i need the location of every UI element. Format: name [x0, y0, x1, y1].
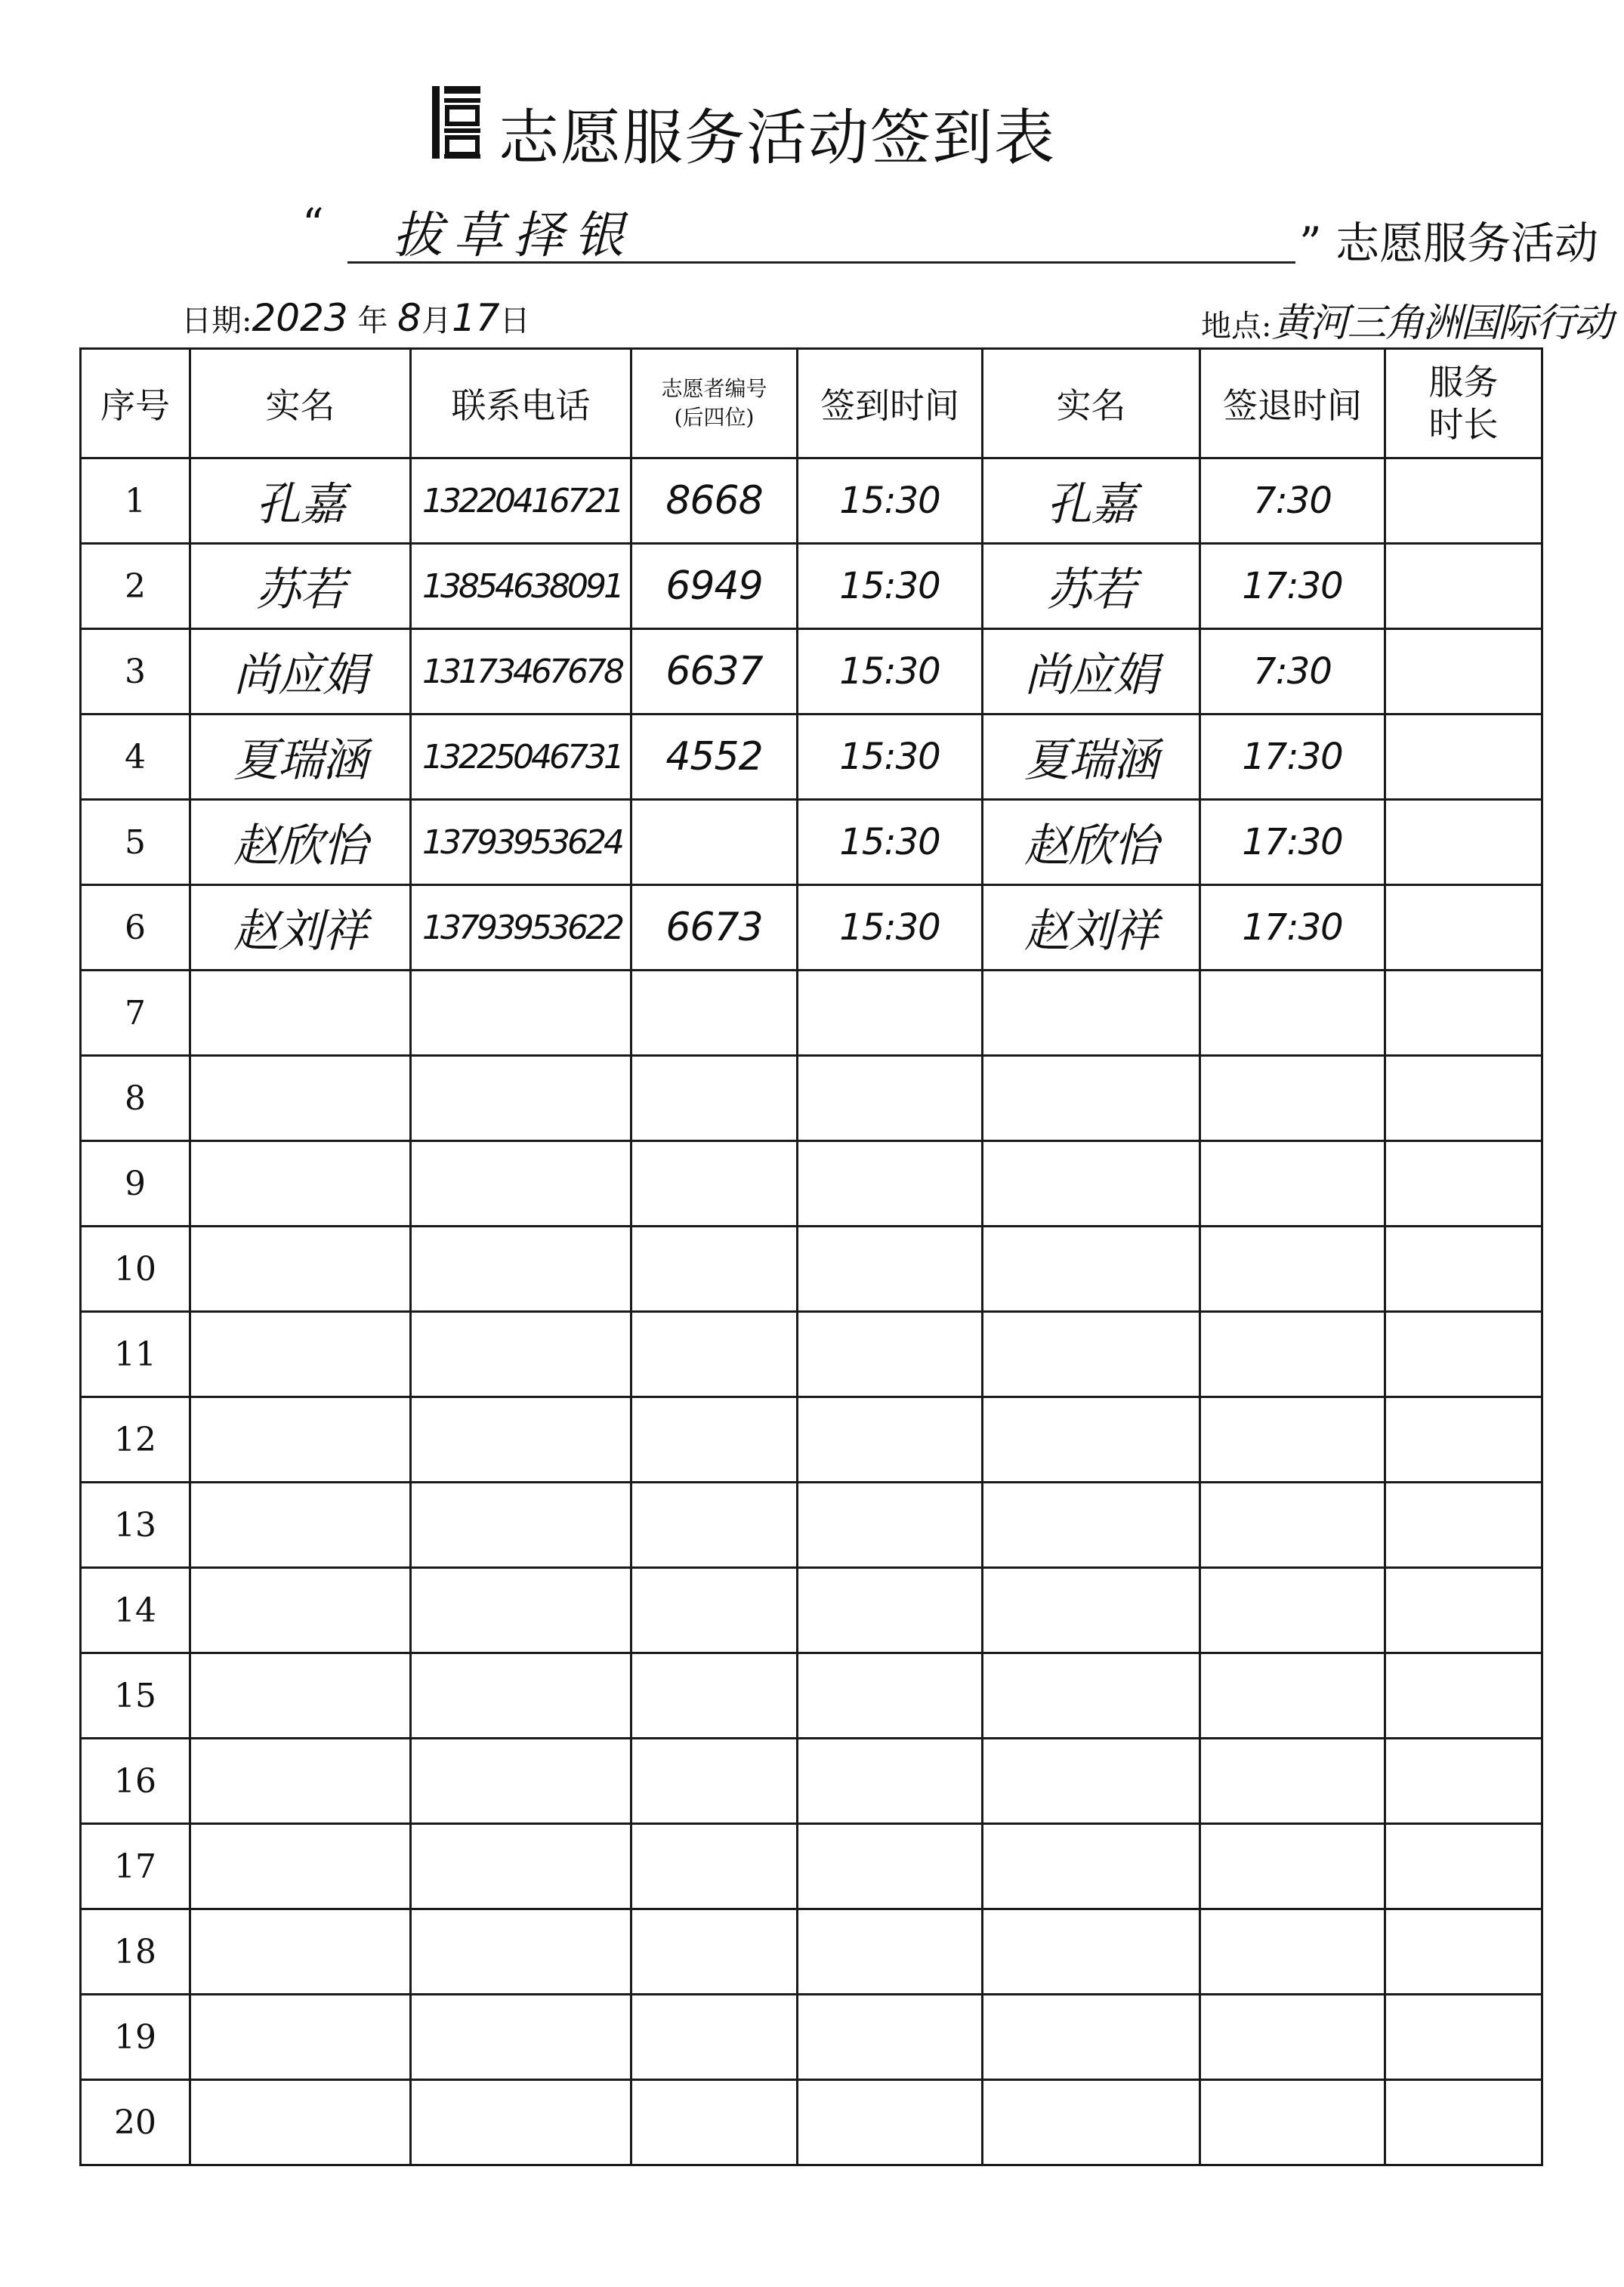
cell-seq: 7: [81, 971, 190, 1056]
cell-name2[interactable]: [983, 1483, 1200, 1568]
cell-duration[interactable]: [1385, 2080, 1542, 2165]
cell-checkin-time[interactable]: 15:30: [798, 714, 983, 800]
cell-checkout-time[interactable]: 17:30: [1200, 544, 1385, 629]
sign-in-table: [79, 347, 1543, 2166]
cell-seq: 6: [81, 885, 190, 971]
cell-phone[interactable]: [411, 1483, 631, 1568]
cell-checkin-time[interactable]: [798, 1397, 983, 1483]
cell-seq: 12: [81, 1397, 190, 1483]
table-row: [81, 1056, 1542, 1141]
cell-phone[interactable]: 13793953622: [411, 885, 631, 971]
cell-seq: 14: [81, 1568, 190, 1653]
cell-seq: 20: [81, 2080, 190, 2165]
cell-seq: 2: [81, 544, 190, 629]
cell-seq: 10: [81, 1227, 190, 1312]
cell-seq: 18: [81, 1909, 190, 1995]
cell-checkout-time[interactable]: 17:30: [1200, 800, 1385, 885]
cell-name[interactable]: [190, 1056, 411, 1141]
cell-checkout-time[interactable]: [1200, 1653, 1385, 1739]
date-year-field[interactable]: 2023: [252, 296, 348, 340]
cell-checkout-time[interactable]: [1200, 1227, 1385, 1312]
cell-phone[interactable]: [411, 1909, 631, 1995]
cell-duration[interactable]: [1385, 1995, 1542, 2080]
table-row: [81, 1483, 1542, 1568]
cell-duration[interactable]: [1385, 1909, 1542, 1995]
cell-seq: 11: [81, 1312, 190, 1397]
table-row: [81, 1227, 1542, 1312]
cell-checkin-time[interactable]: [798, 1739, 983, 1824]
cell-checkout-time[interactable]: [1200, 1483, 1385, 1568]
cell-volunteer-id[interactable]: [631, 2080, 798, 2165]
cell-seq: 1: [81, 458, 190, 544]
cell-phone[interactable]: [411, 2080, 631, 2165]
cell-checkin-time[interactable]: [798, 1056, 983, 1141]
date-year-unit: 年: [357, 304, 388, 338]
cell-seq: 5: [81, 800, 190, 885]
cell-checkout-time[interactable]: 7:30: [1200, 629, 1385, 714]
table-row: [81, 885, 1542, 971]
cell-name2[interactable]: [983, 1739, 1200, 1824]
cell-checkout-time[interactable]: [1200, 971, 1385, 1056]
cell-seq: 4: [81, 714, 190, 800]
header-name: 实名: [190, 349, 411, 458]
cell-volunteer-id[interactable]: [631, 1739, 798, 1824]
cell-name2[interactable]: 苏若: [983, 544, 1200, 629]
table-row: [81, 714, 1542, 800]
cell-name[interactable]: 夏瑞涵: [190, 714, 411, 800]
cell-volunteer-id[interactable]: [631, 1483, 798, 1568]
cell-name2[interactable]: 尚应娟: [983, 629, 1200, 714]
cell-checkout-time[interactable]: [1200, 2080, 1385, 2165]
cell-checkin-time[interactable]: [798, 1312, 983, 1397]
header-volunteer-id-line2: (后四位): [674, 405, 755, 430]
cell-phone[interactable]: 13854638091: [411, 544, 631, 629]
cell-checkout-time[interactable]: [1200, 1141, 1385, 1227]
cell-checkin-time[interactable]: 15:30: [798, 885, 983, 971]
cell-name2[interactable]: [983, 1995, 1200, 2080]
cell-name[interactable]: 赵欣怡: [190, 800, 411, 885]
cell-name[interactable]: [190, 1483, 411, 1568]
cell-duration[interactable]: [1385, 971, 1542, 1056]
cell-duration[interactable]: [1385, 1056, 1542, 1141]
cell-duration[interactable]: [1385, 458, 1542, 544]
cell-checkout-time[interactable]: 7:30: [1200, 458, 1385, 544]
page-title: 志愿服务活动签到表: [499, 103, 1056, 173]
cell-duration[interactable]: [1385, 1141, 1542, 1227]
cell-checkout-time[interactable]: [1200, 1995, 1385, 2080]
cell-checkin-time[interactable]: [798, 1995, 983, 2080]
cell-phone[interactable]: [411, 1397, 631, 1483]
cell-seq: 16: [81, 1739, 190, 1824]
cell-name2[interactable]: 赵刘祥: [983, 885, 1200, 971]
cell-seq: 13: [81, 1483, 190, 1568]
cell-volunteer-id[interactable]: [631, 1824, 798, 1909]
cell-name[interactable]: [190, 1227, 411, 1312]
cell-phone[interactable]: [411, 1739, 631, 1824]
cell-name2[interactable]: [983, 1653, 1200, 1739]
header-seq: 序号: [81, 349, 190, 458]
cell-name[interactable]: [190, 1141, 411, 1227]
date-day-field[interactable]: 17: [451, 296, 500, 340]
cell-volunteer-id[interactable]: [631, 1653, 798, 1739]
cell-checkin-time[interactable]: 15:30: [798, 458, 983, 544]
activity-quote-open: “: [302, 200, 324, 249]
cell-checkout-time[interactable]: [1200, 1312, 1385, 1397]
date-day-unit: 日: [499, 304, 530, 338]
cell-duration[interactable]: [1385, 1397, 1542, 1483]
cell-name2[interactable]: 赵欣怡: [983, 800, 1200, 885]
cell-name[interactable]: [190, 1824, 411, 1909]
location-label: 地点:: [1201, 309, 1272, 344]
header-checkin: 签到时间: [798, 349, 983, 458]
cell-seq: 15: [81, 1653, 190, 1739]
cell-volunteer-id[interactable]: 4552: [631, 714, 798, 800]
cell-duration[interactable]: [1385, 1227, 1542, 1312]
cell-phone[interactable]: 13220416721: [411, 458, 631, 544]
cell-name[interactable]: [190, 1568, 411, 1653]
cell-seq: 19: [81, 1995, 190, 2080]
table-row: [81, 1141, 1542, 1227]
cell-checkout-time[interactable]: [1200, 1909, 1385, 1995]
date-label: 日期:: [181, 304, 252, 338]
cell-checkin-time[interactable]: [798, 971, 983, 1056]
cell-volunteer-id[interactable]: [631, 1909, 798, 1995]
cell-checkout-time[interactable]: [1200, 1056, 1385, 1141]
header-duration: [1385, 349, 1542, 458]
cell-phone[interactable]: 13793953624: [411, 800, 631, 885]
cell-name2[interactable]: 孔嘉: [983, 458, 1200, 544]
activity-name-field[interactable]: 拔草择银: [347, 208, 1295, 264]
cell-checkout-time[interactable]: [1200, 1397, 1385, 1483]
cell-name[interactable]: [190, 1995, 411, 2080]
cell-seq: 8: [81, 1056, 190, 1141]
cell-checkin-time[interactable]: [798, 1141, 983, 1227]
cell-name2[interactable]: [983, 971, 1200, 1056]
cell-checkin-time[interactable]: 15:30: [798, 800, 983, 885]
table-row: [81, 971, 1542, 1056]
cell-name2[interactable]: [983, 1397, 1200, 1483]
cell-name[interactable]: [190, 2080, 411, 2165]
cell-duration[interactable]: [1385, 800, 1542, 885]
cell-name2[interactable]: [983, 1227, 1200, 1312]
cell-name2[interactable]: 夏瑞涵: [983, 714, 1200, 800]
cell-checkout-time[interactable]: [1200, 1824, 1385, 1909]
header-volunteer-id: [631, 349, 798, 458]
cell-phone[interactable]: [411, 1653, 631, 1739]
cell-name[interactable]: 赵刘祥: [190, 885, 411, 971]
header-duration-line2: 时长: [1428, 404, 1499, 445]
table-row: [81, 1739, 1542, 1824]
cell-name[interactable]: [190, 1653, 411, 1739]
header-phone: 联系电话: [411, 349, 631, 458]
cell-duration[interactable]: [1385, 544, 1542, 629]
cell-name[interactable]: [190, 1909, 411, 1995]
date-row: [181, 296, 530, 340]
cell-name2[interactable]: [983, 2080, 1200, 2165]
cell-volunteer-id[interactable]: 6949: [631, 544, 798, 629]
cell-name[interactable]: 苏若: [190, 544, 411, 629]
cell-duration[interactable]: [1385, 1568, 1542, 1653]
cell-name2[interactable]: [983, 1824, 1200, 1909]
cell-name2[interactable]: [983, 1141, 1200, 1227]
date-month-field[interactable]: 8: [397, 296, 421, 340]
cell-volunteer-id[interactable]: [631, 1141, 798, 1227]
table-row: [81, 1568, 1542, 1653]
cell-duration[interactable]: [1385, 629, 1542, 714]
organization-logo-icon: [429, 85, 483, 160]
cell-checkin-time[interactable]: [798, 1227, 983, 1312]
activity-suffix: ” 志愿服务活动: [1299, 218, 1599, 269]
cell-volunteer-id[interactable]: [631, 1227, 798, 1312]
cell-volunteer-id[interactable]: [631, 800, 798, 885]
cell-checkout-time[interactable]: [1200, 1568, 1385, 1653]
cell-checkin-time[interactable]: [798, 1653, 983, 1739]
cell-name2[interactable]: [983, 1312, 1200, 1397]
cell-seq: 3: [81, 629, 190, 714]
header-duration-line1: 服务: [1428, 362, 1499, 403]
cell-seq: 17: [81, 1824, 190, 1909]
cell-phone[interactable]: 13173467678: [411, 629, 631, 714]
table-row: [81, 1909, 1542, 1995]
header-volunteer-id-line1: 志愿者编号: [661, 376, 767, 401]
cell-checkout-time[interactable]: [1200, 1739, 1385, 1824]
table-row: [81, 1312, 1542, 1397]
table-row: [81, 544, 1542, 629]
header-checkout: 签退时间: [1200, 349, 1385, 458]
cell-duration[interactable]: [1385, 885, 1542, 971]
cell-volunteer-id[interactable]: [631, 971, 798, 1056]
cell-phone[interactable]: [411, 1141, 631, 1227]
table-row: [81, 1995, 1542, 2080]
table-row: [81, 2080, 1542, 2165]
cell-name2[interactable]: [983, 1056, 1200, 1141]
cell-checkin-time[interactable]: 15:30: [798, 629, 983, 714]
cell-volunteer-id[interactable]: [631, 1568, 798, 1653]
location-row: [1201, 291, 1612, 347]
cell-duration[interactable]: [1385, 1824, 1542, 1909]
cell-phone[interactable]: [411, 971, 631, 1056]
cell-checkin-time[interactable]: [798, 1483, 983, 1568]
cell-volunteer-id[interactable]: [631, 1056, 798, 1141]
cell-volunteer-id[interactable]: 6673: [631, 885, 798, 971]
cell-name[interactable]: 尚应娟: [190, 629, 411, 714]
cell-phone[interactable]: [411, 1312, 631, 1397]
cell-phone[interactable]: [411, 1056, 631, 1141]
table-row: [81, 1397, 1542, 1483]
cell-name[interactable]: [190, 1397, 411, 1483]
cell-phone[interactable]: [411, 1995, 631, 2080]
cell-name[interactable]: [190, 1312, 411, 1397]
cell-seq: 9: [81, 1141, 190, 1227]
cell-name[interactable]: [190, 1739, 411, 1824]
cell-checkout-time[interactable]: 17:30: [1200, 885, 1385, 971]
table-row: [81, 1824, 1542, 1909]
table-row: [81, 458, 1542, 544]
table-row: [81, 629, 1542, 714]
cell-volunteer-id[interactable]: [631, 1995, 798, 2080]
cell-volunteer-id[interactable]: 6637: [631, 629, 798, 714]
cell-phone[interactable]: 13225046731: [411, 714, 631, 800]
cell-duration[interactable]: [1385, 1739, 1542, 1824]
cell-name[interactable]: [190, 971, 411, 1056]
cell-name2[interactable]: [983, 1909, 1200, 1995]
cell-volunteer-id[interactable]: 8668: [631, 458, 798, 544]
cell-volunteer-id[interactable]: [631, 1397, 798, 1483]
table-row: [81, 800, 1542, 885]
cell-name[interactable]: 孔嘉: [190, 458, 411, 544]
activity-line: [302, 200, 1599, 276]
cell-checkin-time[interactable]: 15:30: [798, 544, 983, 629]
cell-name2[interactable]: [983, 1568, 1200, 1653]
cell-volunteer-id[interactable]: [631, 1312, 798, 1397]
cell-phone[interactable]: [411, 1227, 631, 1312]
cell-duration[interactable]: [1385, 1483, 1542, 1568]
date-month-unit: 月: [421, 304, 452, 338]
cell-checkin-time[interactable]: [798, 1824, 983, 1909]
cell-duration[interactable]: [1385, 1653, 1542, 1739]
location-field[interactable]: 黄河三角洲国际行动: [1271, 301, 1612, 346]
cell-phone[interactable]: [411, 1824, 631, 1909]
cell-checkin-time[interactable]: [798, 1568, 983, 1653]
cell-checkout-time[interactable]: 17:30: [1200, 714, 1385, 800]
cell-phone[interactable]: [411, 1568, 631, 1653]
header-name2: 实名: [983, 349, 1200, 458]
cell-checkin-time[interactable]: [798, 1909, 983, 1995]
table-row: [81, 1653, 1542, 1739]
table-header-row: [81, 349, 1542, 458]
cell-duration[interactable]: [1385, 714, 1542, 800]
cell-checkin-time[interactable]: [798, 2080, 983, 2165]
cell-duration[interactable]: [1385, 1312, 1542, 1397]
